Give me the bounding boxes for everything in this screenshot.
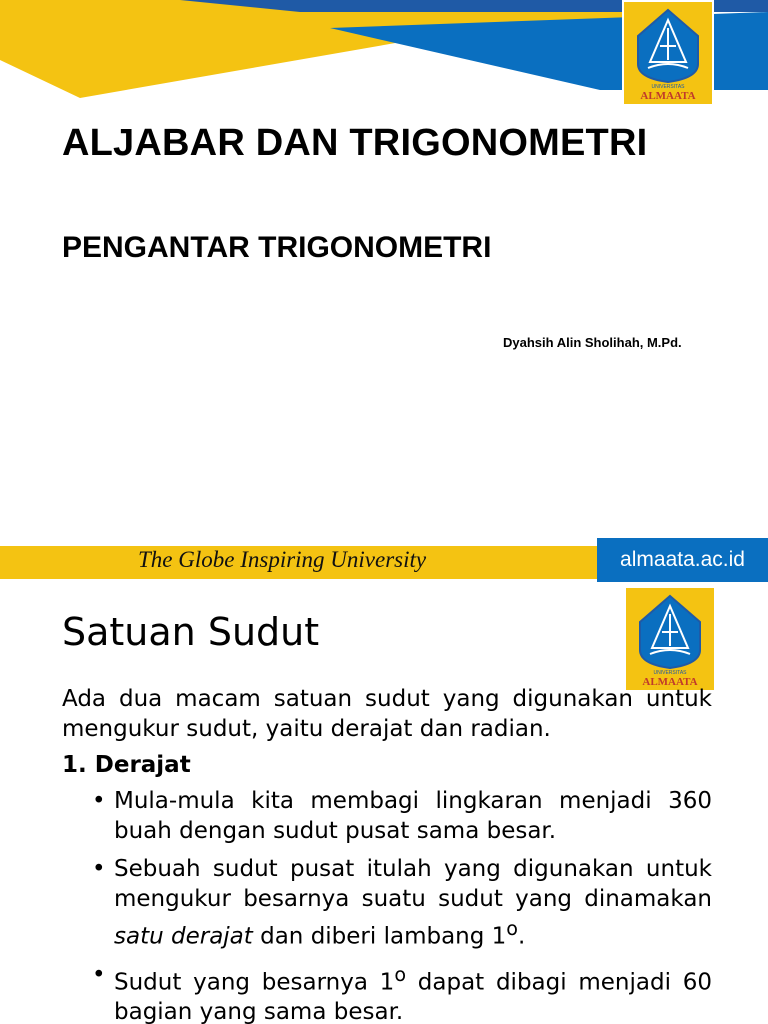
university-logo-2 [626,588,714,690]
logo-small-text: UNIVERSITAS [651,84,685,90]
bullet-text: Mula-mula kita membagi lingkaran menjadi 360 buah dengan sudut pusat sama besar. [114,788,712,844]
bullet-text: . [518,923,526,950]
bullet-text: dapat dibagi menjadi 60 bagian yang sama besar. [114,969,713,1024]
bullet-list [62,786,712,1024]
list-item [92,960,712,1024]
bullet-text: Sebuah sudut pusat itulah yang digunakan untuk mengukur besarnya suatu sudut yang dinamakan [114,856,712,912]
section-heading: 1. Derajat [62,752,191,778]
university-logo [624,2,712,104]
bullet-text: Sudut yang besarnya 1 [114,969,395,996]
degree-symbol: o [394,962,407,986]
emphasis-text: satu derajat [114,923,253,950]
logo-small-text-2: UNIVERSITAS [653,670,687,676]
list-item [92,786,712,846]
logo-name: ALMAATA [640,90,696,102]
intro-paragraph: Ada dua macam satuan sudut yang digunakan untuk mengukur sudut, yaitu derajat dan radian. [62,686,712,742]
bullet-text: dan diberi lambang 1 [252,923,507,950]
footer-url[interactable]: almaata.ac.id [597,538,768,582]
list-item [92,854,712,952]
footer-tagline: The Globe Inspiring University [138,547,427,572]
slide-body [62,684,712,1024]
author-name: Dyahsih Alin Sholihah, M.Pd. [503,335,682,350]
logo-name-2: ALMAATA [642,676,698,688]
content-slide [0,588,768,1024]
presentation-title: ALJABAR DAN TRIGONOMETRI [62,122,648,164]
presentation-subtitle: PENGANTAR TRIGONOMETRI [62,231,492,264]
slide-title: Satuan Sudut [62,610,320,654]
degree-symbol: o [506,917,519,940]
